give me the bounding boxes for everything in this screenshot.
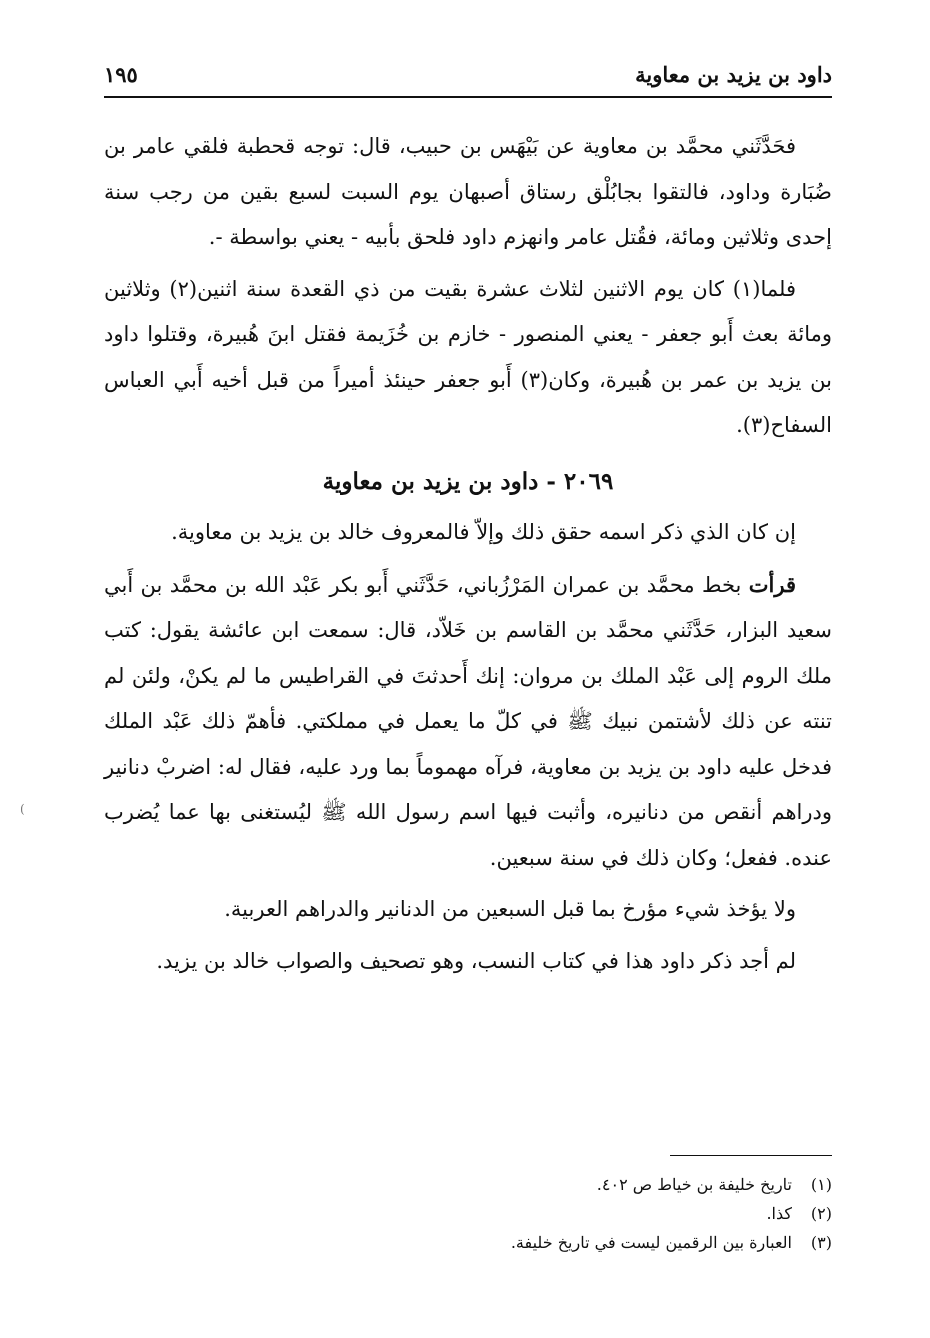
footnote-number: (٣): [810, 1233, 832, 1252]
margin-mark: (: [20, 802, 25, 816]
footnote-1: [104, 1170, 832, 1199]
entry-heading: ٢٠٦٩ - داود بن يزيد بن معاوية: [322, 467, 614, 495]
footnote-3: [104, 1228, 832, 1257]
paragraph-4: [104, 562, 832, 882]
paragraph-5: ولا يؤخذ شيء مؤرخ بما قبل السبعين من الدنانير والدراهم العربية.: [224, 897, 796, 921]
paragraph-2: فلما(١) كان يوم الاثنين لثلاث عشرة بقيت من ذي القعدة سنة اثنين(٢) وثلاثين ومائة بعث أَبو جعفر - يعني المنصور - خازم بن خُزَيمة فقتل ابنَ هُبيرة، وقتلوا داود بن يزيد بن عمر بن هُبيرة، وكان(٣) أَبو جعفر حينئذ أميراً من قبل أخيه أَبي العباس السفاح(٣).: [104, 276, 832, 437]
footnote-text: العبارة بين الرقمين ليست في تاريخ خليفة.: [510, 1233, 792, 1252]
footnote-text: كذا.: [766, 1204, 792, 1223]
running-title: داود بن يزيد بن معاوية: [635, 62, 832, 87]
running-header: [104, 56, 832, 98]
footnote-text: تاريخ خليفة بن خياط ص ٤٠٢.: [596, 1175, 792, 1194]
footnote-number: (٢): [810, 1204, 832, 1223]
footnotes: [104, 1170, 832, 1257]
page-number: ١٩٥: [104, 62, 138, 87]
paragraph-6: لم أجد ذكر داود هذا في كتاب النسب، وهو تصحيف والصواب خالد بن يزيد.: [156, 948, 796, 973]
footnote-number: (١): [810, 1175, 832, 1194]
paragraph-3: إن كان الذي ذكر اسمه حقق ذلك وإلاّ فالمعروف خالد بن يزيد بن معاوية.: [171, 520, 796, 544]
main-text: [104, 124, 832, 984]
paragraph-4-lead: قرأت: [748, 571, 796, 597]
footnote-2: [104, 1199, 832, 1228]
paragraph-1: فحَدَّثَني محمَّد بن معاوية عن بَيْهَس بن حبيب، قال: توجه قحطبة فلقي عامر بن ضُبَارة وداود، فالتقوا بجابُلْق رستاق أصبهان يوم السبت لسبع بقين من رجب سنة إحدى وثلاثين ومائة، فقُتل عامر وانهزم داود فلحق بأبيه - يعني بواسطة -.: [104, 134, 832, 249]
paragraph-4-text: بخط محمَّد بن عمران المَرْزُباني، حَدَّثَني أَبو بكر عَبْد الله بن محمَّد بن أَبي سعيد البزار، حَدَّثَني محمَّد بن القاسم بن خَلاّد، قال: سمعت ابن عائشة يقول: كتب ملك الروم إلى عَبْد الملك بن مروان: إنك أَحدثتَ في القراطيس ما لم يكنْ، ولئن لم تنته عن ذلك لأشتمن نبيك ﷺ في كلّ ما يعمل في مملكتي. فأهمّ ذلك عَبْد الملك فدخل عليه داود بن يزيد بن معاوية، فرآه مهموماً بما ورد عليه، فقال له: اضربْ دنانير ودراهم أنقص من دنانيره، وأثبت فيها اسم رسول الله ﷺ ليُستغنى بها عما يُضرب عنده. ففعل؛ وكان ذلك في سنة سبعين.: [104, 572, 832, 870]
footnote-divider: [670, 1155, 832, 1156]
